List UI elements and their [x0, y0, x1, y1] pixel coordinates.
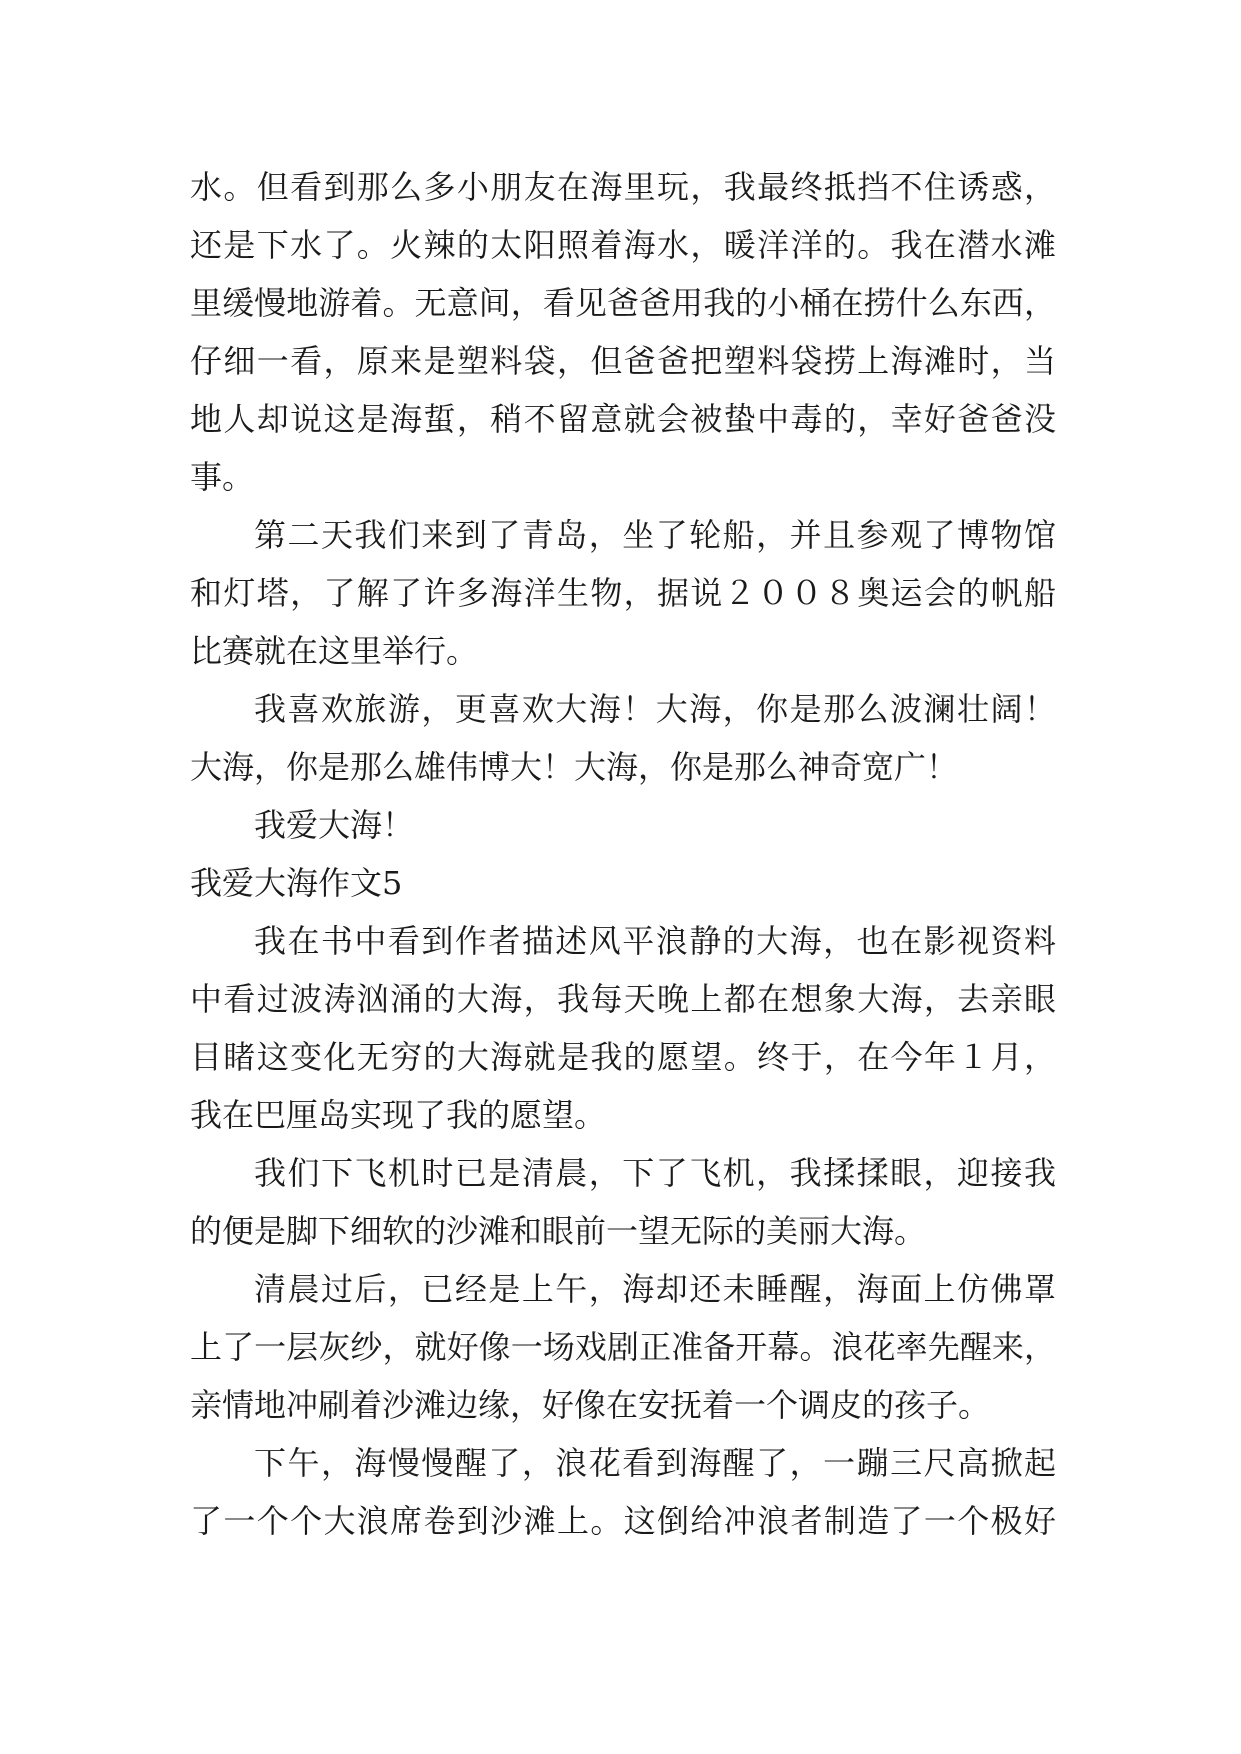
paragraph — [190, 680, 1056, 796]
text-line: 地人却说这是海蜇，稍不留意就会被蛰中毒的，幸好爸爸没 — [190, 400, 1056, 438]
text-line: 大海，你是那么雄伟博大！大海，你是那么神奇宽广！ — [190, 748, 959, 786]
text-line: 仔细一看，原来是塑料袋，但爸爸把塑料袋捞上海滩时，当 — [190, 342, 1056, 380]
text-line: 我在巴厘岛实现了我的愿望。 — [190, 1096, 607, 1134]
paragraph — [190, 1144, 1056, 1260]
paragraph — [190, 912, 1056, 1144]
document-page — [190, 158, 1056, 1550]
text-line: 目睹这变化无穷的大海就是我的愿望。终于，在今年１月， — [190, 1038, 1056, 1076]
section-heading: 我爱大海作文5 — [190, 864, 403, 902]
paragraph — [190, 1434, 1056, 1550]
text-line: 我们下飞机时已是清晨，下了飞机，我揉揉眼，迎接我 — [254, 1154, 1056, 1192]
text-line: 还是下水了。火辣的太阳照着海水，暖洋洋的。我在潜水滩 — [190, 226, 1056, 264]
paragraph — [190, 1260, 1056, 1434]
text-line: 和灯塔，了解了许多海洋生物，据说２００８奥运会的帆船 — [190, 574, 1056, 612]
text-line: 我爱大海！ — [254, 806, 415, 844]
text-line: 事。 — [190, 458, 255, 496]
paragraph — [190, 506, 1056, 680]
text-line: 中看过波涛汹涌的大海，我每天晚上都在想象大海，去亲眼 — [190, 980, 1056, 1018]
text-line: 比赛就在这里举行。 — [190, 632, 479, 670]
paragraph — [190, 796, 1056, 854]
text-line: 我喜欢旅游，更喜欢大海！大海，你是那么波澜壮阔！ — [254, 690, 1056, 728]
text-line: 下午，海慢慢醒了，浪花看到海醒了，一蹦三尺高掀起 — [254, 1444, 1056, 1482]
text-line: 清晨过后，已经是上午，海却还未睡醒，海面上仿佛罩 — [254, 1270, 1056, 1308]
text-line: 我在书中看到作者描述风平浪静的大海，也在影视资料 — [254, 922, 1056, 960]
text-line: 了一个个大浪席卷到沙滩上。这倒给冲浪者制造了一个极好 — [190, 1502, 1056, 1540]
text-line: 水。但看到那么多小朋友在海里玩，我最终抵挡不住诱惑， — [190, 168, 1056, 206]
text-line: 亲情地冲刷着沙滩边缘，好像在安抚着一个调皮的孩子。 — [190, 1386, 991, 1424]
text-line: 的便是脚下细软的沙滩和眼前一望无际的美丽大海。 — [190, 1212, 927, 1250]
text-line: 上了一层灰纱，就好像一场戏剧正准备开幕。浪花率先醒来， — [190, 1328, 1056, 1366]
text-line: 里缓慢地游着。无意间，看见爸爸用我的小桶在捞什么东西， — [190, 284, 1056, 322]
paragraph — [190, 158, 1056, 506]
text-line: 第二天我们来到了青岛，坐了轮船，并且参观了博物馆 — [254, 516, 1056, 554]
